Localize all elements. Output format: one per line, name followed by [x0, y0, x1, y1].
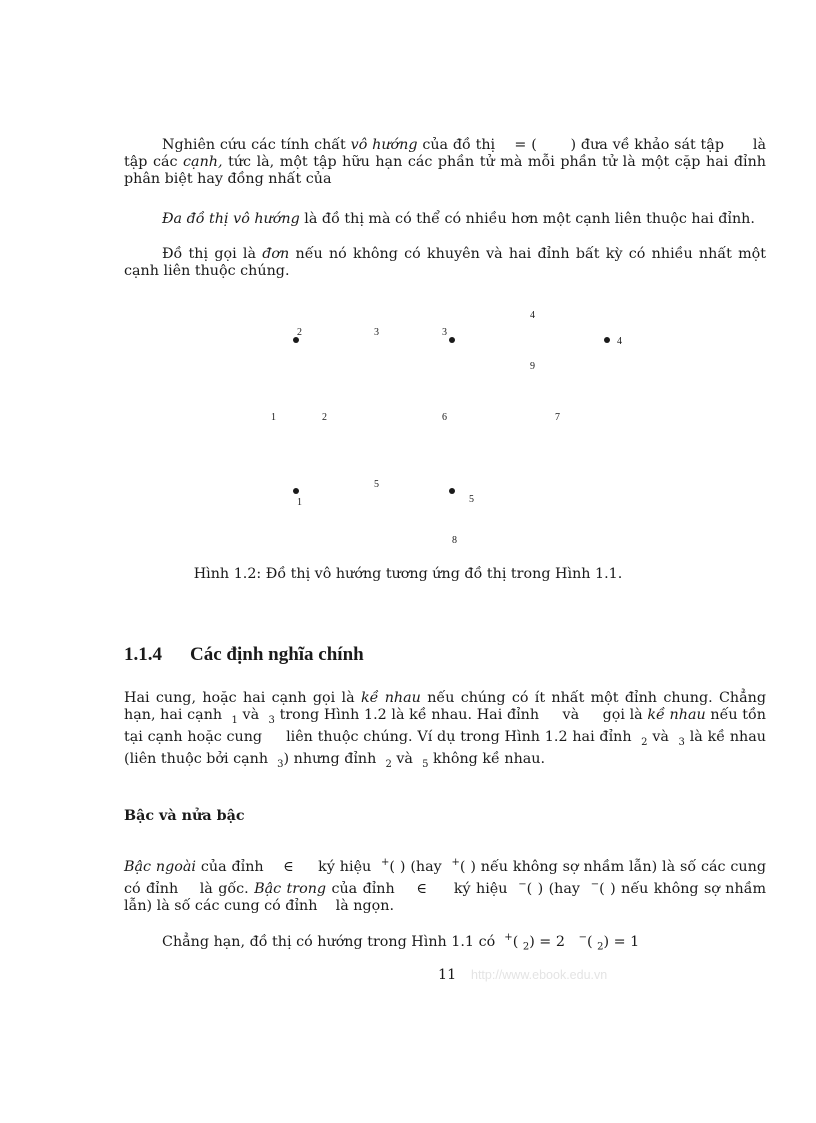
- text: không kề nhau.: [428, 750, 546, 767]
- edge-label: 9: [530, 361, 535, 372]
- edge-label: 1: [271, 412, 276, 423]
- vertex-label: 1: [297, 497, 302, 508]
- text: ( ) (hay: [526, 880, 586, 897]
- text: ) = 2: [529, 933, 570, 950]
- text: là kề nhau (liên thuộc bởi cạnh: [124, 728, 766, 767]
- section-number: 1.1.4: [124, 644, 162, 665]
- vertex-dot: [449, 337, 455, 343]
- emphasis: Đa đồ thị vô hướng: [162, 211, 300, 227]
- subscript: 5: [422, 758, 429, 770]
- vertex-dot: [604, 337, 610, 343]
- edge-label: 8: [452, 535, 457, 546]
- paragraph-degree-definition: [124, 854, 766, 915]
- page-number: 11: [438, 967, 457, 983]
- text: và: [391, 750, 418, 767]
- subscript: 1: [231, 714, 238, 726]
- vertex-label: 4: [617, 336, 622, 347]
- text: đưa về khảo sát tập: [576, 137, 729, 153]
- emphasis: vô hướng: [350, 137, 418, 153]
- text: Nghiên cứu các tính chất: [162, 137, 351, 153]
- text: tức là, một tập hữu hạn các phần tử mà mỗi phần tử là một cặp hai đỉnh phân biệt hay đồng nhất của: [124, 154, 766, 187]
- text: ) nhưng đỉnh: [283, 750, 381, 767]
- text: ( ) nếu không sợ nhầm lẫn) là số các cung có đỉnh: [124, 858, 766, 897]
- edge-label: 3: [374, 327, 379, 338]
- text: ) = 1: [603, 933, 640, 950]
- text: ( ) (hay: [389, 858, 447, 875]
- text: của đỉnh: [195, 858, 269, 875]
- subscript: 2: [385, 758, 392, 770]
- text: nếu chúng có ít nhất một đỉnh chung. Chẳng hạn, hai cạnh: [124, 690, 766, 723]
- vertex-label: 5: [469, 494, 474, 505]
- emphasis: kề nhau: [360, 690, 421, 706]
- text: của đỉnh: [326, 880, 401, 897]
- figure-caption: Hình 1.2: Đồ thị vô hướng tương ứng đồ thị trong Hình 1.1.: [193, 566, 623, 582]
- superscript: −: [518, 878, 527, 890]
- text: là tập các: [124, 137, 766, 170]
- subscript: 3: [678, 736, 685, 748]
- watermark: http://www.ebook.edu.vn: [471, 968, 608, 982]
- vertex-dot: [293, 488, 299, 494]
- text: ( ) nếu không sợ nhầm lẫn) là số các cung có đỉnh: [124, 880, 767, 914]
- text: và: [647, 728, 674, 745]
- edge-label: 7: [555, 412, 560, 423]
- superscript: −: [590, 878, 600, 890]
- emphasis: cạnh,: [183, 154, 223, 170]
- superscript: −: [578, 932, 587, 943]
- edge-label: 2: [322, 412, 327, 423]
- text: nếu nó không có khuyên và hai đỉnh bất kỳ có nhiều nhất một cạnh liên thuộc chúng.: [124, 246, 766, 279]
- section-heading: [124, 644, 364, 666]
- text: trong Hình 1.2 là kề nhau. Hai đỉnh: [274, 707, 544, 723]
- text: (: [586, 933, 598, 950]
- text: liên thuộc chúng. Ví dụ trong Hình 1.2 hai đỉnh: [281, 728, 637, 745]
- math: ): [570, 137, 577, 153]
- vertex-label: 2: [297, 327, 302, 338]
- superscript: +: [504, 932, 513, 943]
- text: ký hiệu: [448, 880, 513, 897]
- subscript: 2: [597, 941, 604, 953]
- emphasis: Bậc ngoài: [124, 858, 196, 875]
- text: nếu tồn tại cạnh hoặc cung: [124, 707, 766, 745]
- text: gọi là: [597, 707, 648, 723]
- subscript: 2: [522, 941, 530, 953]
- subscript: 3: [268, 714, 275, 726]
- text: Hai cung, hoặc hai cạnh gọi là: [124, 690, 361, 706]
- subscript: 3: [277, 758, 284, 770]
- text: ký hiệu: [313, 858, 377, 875]
- edge-label: 4: [530, 310, 535, 321]
- math: = (: [514, 137, 537, 153]
- subscript: 2: [641, 736, 648, 748]
- math-symbol: ∈: [283, 858, 294, 875]
- text: và: [557, 707, 584, 723]
- text: là đồ thị mà có thể có nhiều hơn một cạnh liên thuộc hai đỉnh.: [299, 211, 755, 227]
- text: là gốc.: [194, 880, 255, 897]
- section-title: Các định nghĩa chính: [190, 644, 364, 665]
- text: và: [237, 707, 264, 723]
- vertex-label: 3: [442, 327, 447, 338]
- subsection-heading: Bậc và nửa bậc: [124, 808, 245, 824]
- vertex-dot: [449, 488, 455, 494]
- text: là ngọn.: [331, 897, 394, 914]
- paragraph-adjacency: [124, 690, 766, 773]
- emphasis: kề nhau: [647, 707, 706, 723]
- text: Đồ thị gọi là: [162, 246, 263, 262]
- edge-label: 5: [374, 479, 379, 490]
- text: (: [512, 933, 523, 950]
- math-symbol: ∈: [416, 880, 427, 897]
- paragraph-degree-example: [124, 929, 766, 956]
- text: của đồ thị: [417, 137, 500, 153]
- emphasis: Bậc trong: [254, 880, 327, 897]
- superscript: +: [451, 857, 460, 868]
- emphasis: đơn: [262, 246, 290, 262]
- text: Chẳng hạn, đồ thị có hướng trong Hình 1.1 có: [162, 933, 500, 950]
- edge-label: 6: [442, 412, 447, 423]
- superscript: +: [381, 857, 390, 868]
